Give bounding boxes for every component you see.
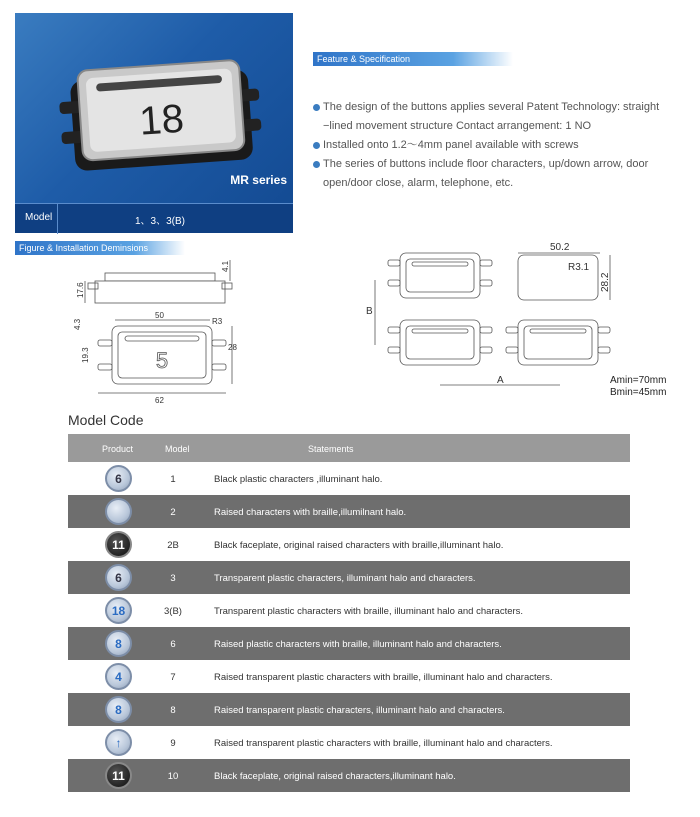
statement-cell: Raised transparent plastic characters, illuminant halo and characters. bbox=[214, 705, 505, 716]
feature-list bbox=[313, 98, 683, 193]
table-header bbox=[68, 434, 630, 462]
feature-item: The series of buttons include floor characters, up/down arrow, door open/door close, alarm, telephone, etc. bbox=[313, 155, 683, 193]
dim-label: 50.2 bbox=[550, 242, 570, 253]
front-char: 5 bbox=[155, 348, 169, 373]
front-view bbox=[73, 311, 237, 405]
statement-cell: Raised transparent plastic characters with braille, illuminant halo and characters. bbox=[214, 672, 553, 683]
table-row bbox=[68, 462, 630, 495]
dim-label: 19.3 bbox=[81, 347, 90, 363]
figure-heading: Figure & Installation Deminsions bbox=[15, 241, 185, 255]
dim-label: 4.1 bbox=[221, 260, 230, 272]
table-row bbox=[68, 660, 630, 693]
model-cell: 9 bbox=[170, 738, 176, 749]
model-cell: 3 bbox=[170, 573, 176, 584]
dim-label: A bbox=[497, 375, 504, 386]
feature-heading: Feature & Specification bbox=[313, 52, 513, 66]
statement-cell: Transparent plastic characters with braille, illuminant halo and characters. bbox=[214, 606, 524, 617]
model-cell: 6 bbox=[170, 639, 176, 650]
model-cell: 2 bbox=[170, 507, 176, 518]
statement-cell: Raised characters with braille,illumilnant halo. bbox=[214, 507, 407, 518]
table-row bbox=[68, 561, 630, 594]
header-product: Product bbox=[102, 444, 134, 454]
model-cell: 1 bbox=[170, 474, 176, 485]
dim-label: 50 bbox=[155, 311, 164, 320]
amin-label: Amin=70mm bbox=[610, 375, 667, 386]
dim-label: 62 bbox=[155, 396, 164, 405]
product-icon: ↑ bbox=[105, 729, 132, 756]
dim-label: 4.3 bbox=[73, 318, 82, 330]
model-code-table bbox=[68, 434, 630, 792]
model-code-title: Model Code bbox=[68, 412, 144, 428]
dim-label: R3.1 bbox=[568, 262, 590, 273]
feature-item: The design of the buttons applies several Patent Technology: straight −lined movement structure Contact arrangement: 1 NO bbox=[313, 98, 683, 136]
model-cell: 2B bbox=[167, 540, 179, 551]
model-strip bbox=[15, 203, 293, 233]
product-icon: 18 bbox=[105, 597, 132, 624]
statement-cell: Raised transparent plastic characters with braille, illuminant halo and characters. bbox=[214, 738, 553, 749]
model-cell: 3(B) bbox=[164, 606, 182, 617]
header-model: Model bbox=[165, 444, 190, 454]
product-icon: 4 bbox=[105, 663, 132, 690]
table-row bbox=[68, 693, 630, 726]
statement-cell: Black plastic characters ,illuminant halo. bbox=[214, 474, 383, 485]
model-cell: 10 bbox=[167, 771, 179, 782]
statement-cell: Transparent plastic characters, illuminant halo and characters. bbox=[214, 573, 476, 584]
dim-label: 28.2 bbox=[600, 272, 611, 292]
product-icon: 11 bbox=[105, 762, 132, 789]
divider bbox=[57, 204, 58, 234]
product-icon: 8 bbox=[105, 630, 132, 657]
table-row bbox=[68, 528, 630, 561]
dim-label: R3 bbox=[212, 317, 223, 326]
model-cell: 7 bbox=[170, 672, 176, 683]
bmin-label: Bmin=45mm bbox=[610, 387, 667, 398]
layout-view bbox=[366, 242, 666, 398]
button-number: 18 bbox=[137, 96, 186, 144]
header-statements: Statements bbox=[308, 444, 354, 454]
model-label: Model bbox=[25, 212, 53, 223]
product-icon bbox=[105, 498, 132, 525]
product-icon: 6 bbox=[105, 465, 132, 492]
model-value: 1、3、3(B) bbox=[135, 216, 186, 227]
product-hero bbox=[15, 13, 293, 227]
product-icon: 6 bbox=[105, 564, 132, 591]
series-label: MR series bbox=[230, 173, 287, 187]
model-cell: 8 bbox=[170, 705, 176, 716]
product-icon: 11 bbox=[105, 531, 132, 558]
dim-label: B bbox=[366, 306, 373, 317]
statement-cell: Raised plastic characters with braille, illuminant halo and characters. bbox=[214, 639, 502, 650]
table-row bbox=[68, 495, 630, 528]
dim-label: 28 bbox=[228, 343, 237, 352]
statement-cell: Black faceplate, original raised characters,illuminant halo. bbox=[214, 771, 456, 782]
product-icon: 8 bbox=[105, 696, 132, 723]
dim-label: 17.6 bbox=[76, 282, 85, 298]
feature-item: Installed onto 1.2～4mm panel available with screws bbox=[313, 136, 683, 155]
table-row bbox=[68, 627, 630, 660]
table-row bbox=[68, 726, 630, 759]
table-row bbox=[68, 759, 630, 792]
statement-cell: Black faceplate, original raised characters with braille,illuminant halo. bbox=[214, 540, 504, 551]
table-row bbox=[68, 594, 630, 627]
side-view bbox=[76, 260, 232, 303]
